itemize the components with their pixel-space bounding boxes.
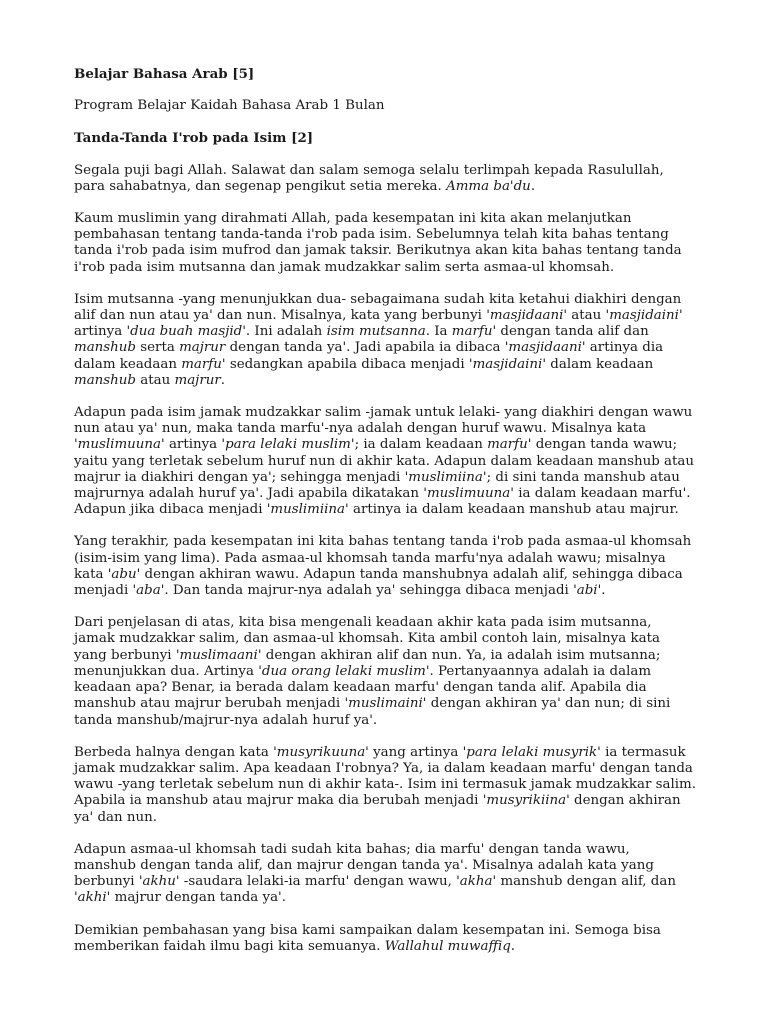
italic-term: majrur bbox=[174, 372, 221, 388]
italic-term: 'abi' bbox=[573, 583, 602, 599]
paragraph-2 bbox=[74, 211, 696, 276]
text-run: dengan akhiran ya' dan nun; di sini tanda manshub/majrur-nya adalah huruf ya'. bbox=[74, 696, 671, 728]
paragraph-4 bbox=[74, 405, 696, 518]
text-run: dengan akhiran alif dan nun. Ya, ia adalah isim mutsanna; menunjukkan dua. Artinya bbox=[74, 647, 661, 679]
document-title: Belajar Bahasa Arab [5] bbox=[74, 66, 255, 82]
paragraph-1 bbox=[74, 163, 696, 195]
paragraph-8 bbox=[74, 842, 696, 907]
italic-term: 'para lelaki muslim' bbox=[221, 437, 355, 453]
text-run: yang artinya bbox=[368, 744, 463, 760]
text-run: . Dan tanda majrur-nya adalah ya' sehingga dibaca menjadi bbox=[164, 583, 574, 599]
italic-term: marfu' bbox=[181, 356, 226, 372]
italic-term: 'akhi' bbox=[74, 890, 111, 906]
text-run: manshub dengan alif, dan bbox=[496, 874, 676, 890]
text-run: . Ia bbox=[425, 324, 452, 340]
italic-term: isim mutsanna bbox=[326, 324, 426, 340]
italic-term: majrur bbox=[179, 340, 226, 356]
italic-term: 'musyrikiina' bbox=[482, 793, 570, 809]
text-run: Adapun asmaa-ul khomsah tadi sudah kita bahas; dia marfu' dengan tanda wawu, manshub dengan tanda alif, dan majrur dengan tanda ya'. Misalnya adalah kata yang berbunyi bbox=[74, 841, 654, 890]
italic-term: 'masjidaini' bbox=[605, 308, 683, 324]
text-run: artinya dia dalam keadaan bbox=[74, 340, 664, 372]
section-heading: Tanda-Tanda I'rob pada Isim [2] bbox=[74, 130, 314, 147]
text-run: sedangkan apabila dibaca menjadi bbox=[225, 356, 469, 372]
italic-term: 'muslimuuna' bbox=[74, 437, 165, 453]
text-run: dengan tanda ya'. Jadi apabila ia dibaca bbox=[225, 340, 505, 356]
paragraph-9 bbox=[74, 923, 696, 955]
text-run: . bbox=[220, 372, 226, 388]
text-run: Adapun pada isim jamak mudzakkar salim -jamak untuk lelaki- yang diakhiri dengan wawu nun atau ya' nun, maka tanda marfu'-nya adalah dengan huruf wawu. Misalnya kata bbox=[74, 405, 693, 437]
italic-term: manshub bbox=[74, 340, 136, 356]
text-run: . Ini adalah bbox=[245, 324, 327, 340]
text-run: dengan akhiran ya' dan nun. bbox=[74, 793, 681, 825]
text-run: artinya bbox=[74, 324, 127, 340]
italic-term: 'masjidaani' bbox=[504, 340, 586, 356]
italic-term: Wallahul muwaffiq bbox=[384, 938, 511, 954]
italic-term: 'musyrikuuna' bbox=[273, 744, 369, 760]
italic-term: marfu' bbox=[487, 437, 532, 453]
text-run: Berbeda halnya dengan kata bbox=[74, 744, 274, 760]
text-run: ; di sini tanda manshub atau majrurnya adalah huruf ya'. Jadi apabila dikatakan bbox=[74, 469, 680, 502]
italic-term: 'akha' bbox=[456, 874, 497, 890]
text-run: serta bbox=[136, 340, 180, 356]
paragraph-6 bbox=[74, 615, 696, 728]
italic-term: Amma ba'du bbox=[446, 178, 531, 194]
text-run: Yang terakhir, pada kesempatan ini kita bahas tentang tanda i'rob pada asmaa-ul khomsah (isim-isim yang lima). Pada asmaa-ul khomsah tanda marfu'nya adalah wawu; misalnya kata bbox=[74, 534, 692, 582]
italic-term: manshub bbox=[74, 372, 136, 388]
italic-term: 'muslimiina' bbox=[404, 469, 487, 485]
text-run: . Pertanyaannya adalah ia dalam keadaan apa? Benar, ia berada dalam keadaan marfu' dengan tanda alif. Apabila dia manshub atau majrur berubah menjadi bbox=[74, 663, 652, 712]
text-run: ; ia dalam keadaan bbox=[354, 437, 488, 453]
text-run: dengan tanda alif dan bbox=[496, 324, 649, 340]
paragraph-3 bbox=[74, 292, 696, 389]
text-run: . bbox=[510, 938, 516, 954]
text-run: Segala puji bagi Allah. Salawat dan salam semoga selalu terlimpah kepada Rasulullah, para sahabatnya, dan segenap pengikut setia mereka. bbox=[74, 162, 664, 194]
italic-term: 'muslimuuna' bbox=[423, 486, 514, 502]
text-run: ia termasuk jamak mudzakkar salim. Apa keadaan I'robnya? Ya, ia dalam keadaan marfu' dengan tanda wawu -yang terletak sebelum nun di akhir kata-. Isim ini termasuk jamak mudzakkar salim. Apabila ia manshub atau majrur maka dia berubah menjadi bbox=[74, 744, 696, 809]
italic-term: 'muslimaani' bbox=[175, 647, 262, 663]
italic-term: 'dua orang lelaki muslim' bbox=[258, 663, 430, 679]
text-run: atau bbox=[567, 308, 606, 324]
italic-term: 'masjidaini' bbox=[468, 356, 547, 372]
italic-term: 'aba' bbox=[132, 583, 165, 599]
italic-term: 'abu' bbox=[107, 566, 141, 582]
text-run: artinya bbox=[164, 437, 222, 453]
italic-term: 'muslimaini' bbox=[344, 696, 427, 712]
document-page bbox=[74, 66, 696, 971]
italic-term: marfu' bbox=[451, 324, 497, 340]
text-run: dengan tanda wawu; yaitu yang terletak sebelum huruf nun di akhir kata. Adapun dalam keadaan manshub atau majrur ia diakhiri dengan ya'; sehingga menjadi bbox=[74, 437, 695, 485]
document-subtitle: Program Belajar Kaidah Bahasa Arab 1 Bulan bbox=[74, 98, 385, 114]
paragraph-5 bbox=[74, 534, 696, 599]
text-run: Isim mutsanna -yang menunjukkan dua- sebagaimana sudah kita ketahui diakhiri dengan alif dan nun atau ya' dan nun. Misalnya, kata yang berbunyi bbox=[74, 291, 682, 324]
paragraph-7 bbox=[74, 745, 696, 826]
article-body bbox=[74, 163, 696, 955]
italic-term: 'muslimiina' bbox=[266, 502, 349, 518]
italic-term: 'dua buah masjid' bbox=[126, 324, 246, 340]
italic-term: 'para lelaki musyrik' bbox=[462, 744, 601, 760]
text-run: . bbox=[601, 583, 606, 599]
text-run: . bbox=[530, 178, 536, 194]
text-run: atau bbox=[136, 372, 175, 388]
italic-term: 'akhu' bbox=[138, 874, 180, 890]
text-run: ia dalam keadaan marfu'. Adapun jika dibaca menjadi bbox=[74, 486, 691, 518]
text-run: artinya ia dalam keadaan manshub atau majrur. bbox=[348, 502, 679, 518]
text-run: Dari penjelasan di atas, kita bisa mengenali keadaan akhir kata pada isim mutsanna, jamak mudzakkar salim, dan asmaa-ul khomsah. Kita ambil contoh lain, misalnya kata yang berbunyi bbox=[74, 615, 660, 663]
text-run: Demikian pembahasan yang bisa kami sampaikan dalam kesempatan ini. Semoga bisa memberikan faidah ilmu bagi kita semuanya. bbox=[74, 922, 661, 954]
text-run: dengan akhiran wawu. Adapun tanda manshubnya adalah alif, sehingga dibaca menjadi bbox=[74, 566, 683, 599]
text-run: Kaum muslimin yang dirahmati Allah, pada kesempatan ini kita akan melanjutkan pembahasan tentang tanda-tanda i'rob pada isim. Sebelumnya telah kita bahas tentang tanda i'rob pada isim mufrod dan jamak taksir. Berikutnya akan kita bahas tentang tanda i'rob pada isim mutsanna dan jamak mudzakkar salim serta asmaa-ul khomsah. bbox=[74, 211, 682, 275]
text-run: -saudara lelaki-ia marfu' dengan wawu, bbox=[179, 874, 457, 890]
text-run: dalam keadaan bbox=[546, 356, 654, 372]
text-run: majrur dengan tanda ya'. bbox=[110, 890, 286, 906]
italic-term: 'masjidaani' bbox=[486, 308, 568, 324]
